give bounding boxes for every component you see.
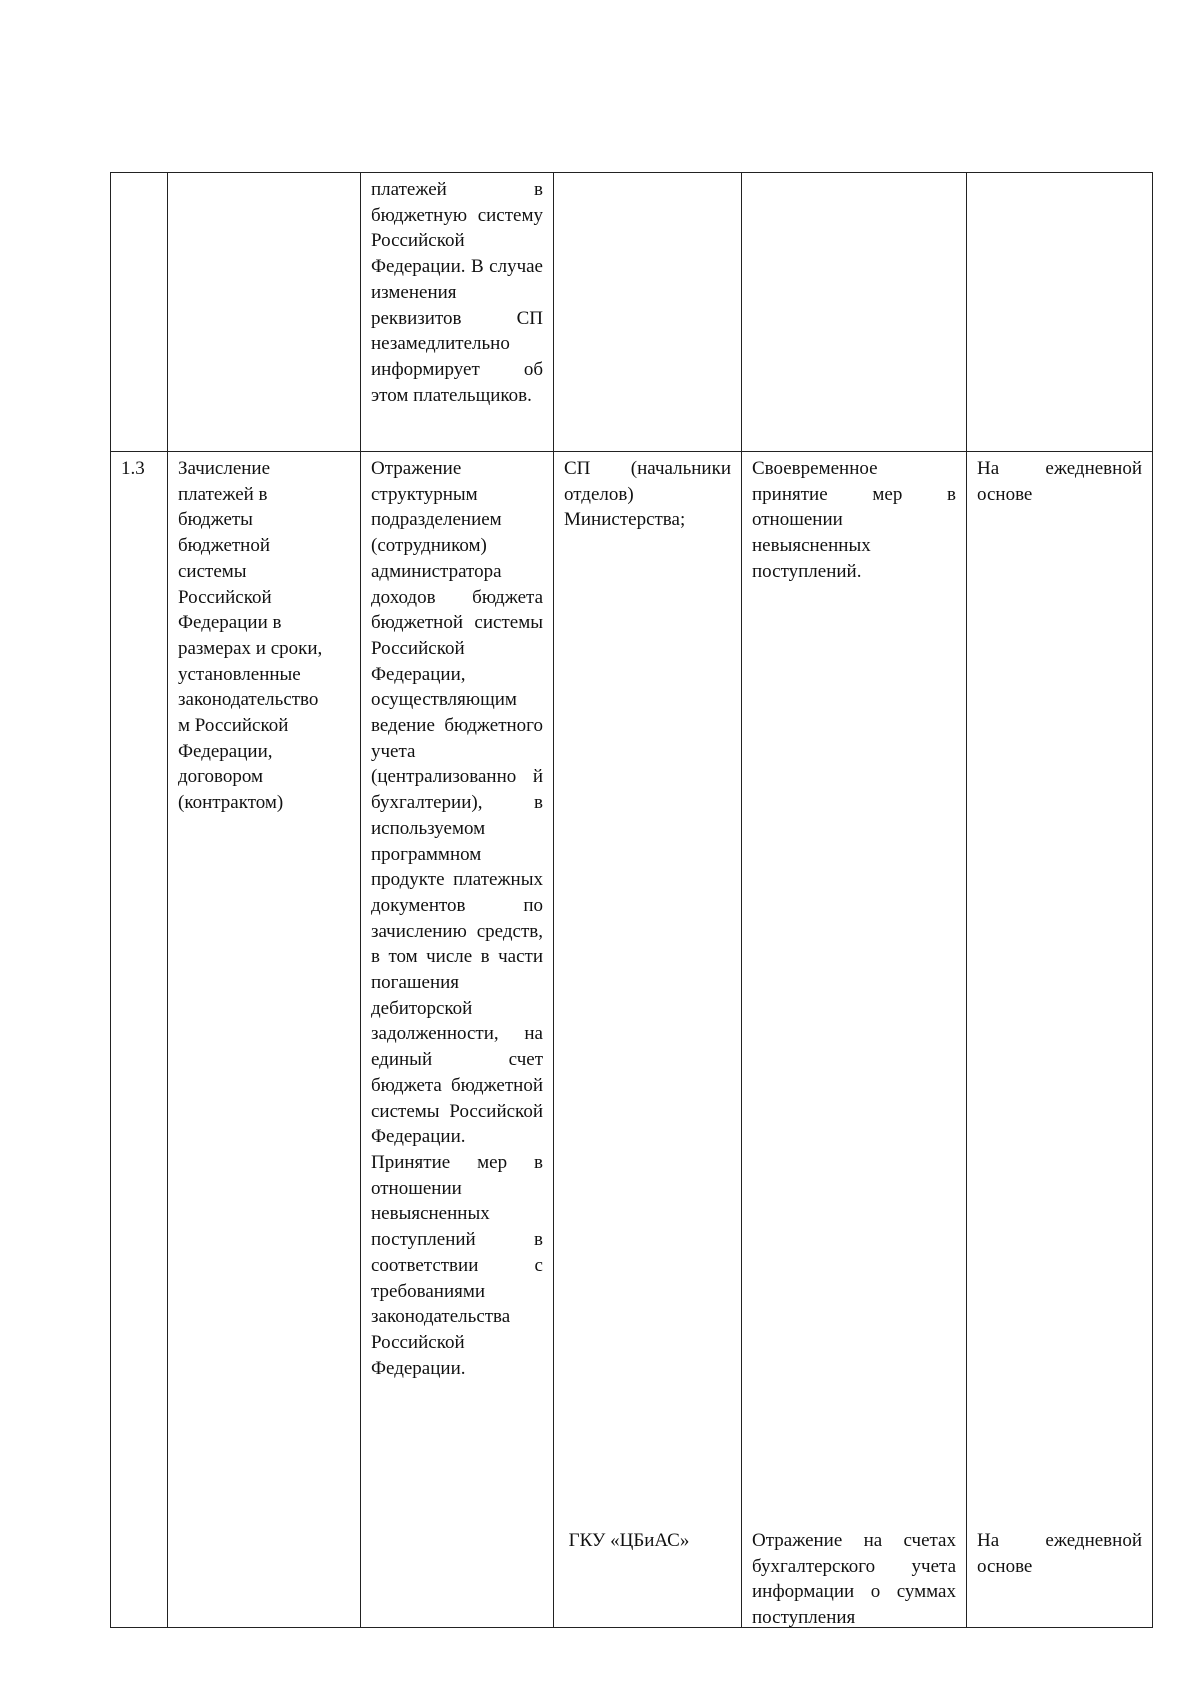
cell-result <box>742 452 967 1628</box>
cell-result <box>742 173 967 452</box>
control-table <box>110 172 1153 1628</box>
cell-responsible <box>554 173 742 452</box>
cell-number: 1.3 <box>111 452 168 1628</box>
frequency-secondary: На ежедневной основе <box>977 1530 1142 1577</box>
cell-description: Отражение структурным подразделением (сотрудником) администратора доходов бюджета бюджетной системы Российской Федерации, осуществляющим ведение бюджетного учета (централизованно й бухгалтерии), в используемом программном продукте платежных документов по зачислению средств, в том числе в части погашения дебиторской задолженности, на единый счет бюджета бюджетной системы Российской Федерации. Принятие мер в отношении невыясненных поступлений в соответствии с требованиями законодательства Российской Федерации. <box>361 452 554 1628</box>
table-row-1-3 <box>111 452 1153 1628</box>
responsible-secondary: ГКУ «ЦБиАС» <box>568 1530 690 1551</box>
result-secondary: Отражение на счетах бухгалтерского учета информации о суммах поступления <box>752 1530 956 1629</box>
cell-frequency <box>967 173 1153 452</box>
cell-frequency <box>967 452 1153 1628</box>
cell-stage-name: Зачисление платежей в бюджеты бюджетной системы Российской Федерации в размерах и сроки, установленные законодательство м Российской Федерации, договором (контрактом) <box>168 452 361 1628</box>
table-row-continuation <box>111 173 1153 452</box>
result-primary: Своевременное принятие мер в отношении невыясненных поступлений. <box>752 458 956 582</box>
cell-stage-name <box>168 173 361 452</box>
responsible-primary: СП (начальники отделов) Министерства; <box>564 458 731 531</box>
cell-responsible <box>554 452 742 1628</box>
frequency-primary: На ежедневной основе <box>977 458 1142 505</box>
cell-number <box>111 173 168 452</box>
cell-description: платежей в бюджетную систему Российской Федерации. В случае изменения реквизитов СП незамедлительно информирует об этом плательщиков. <box>361 173 554 452</box>
